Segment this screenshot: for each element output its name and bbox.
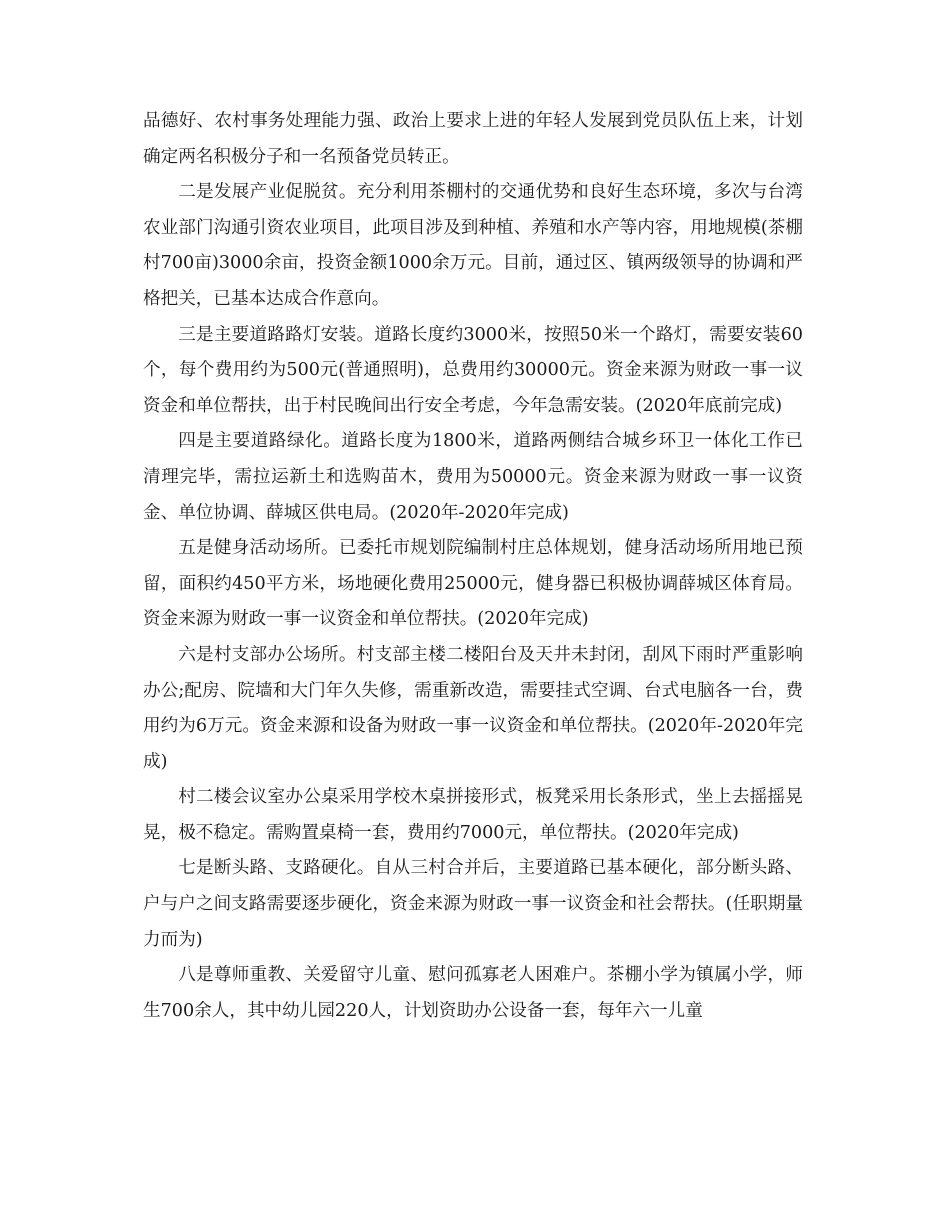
document-page bbox=[143, 104, 803, 1029]
paragraph-office: 六是村支部办公场所。村支部主楼二楼阳台及天井未封闭，刮风下雨时严重影响办公;配房、院墙和大门年久失修，需重新改造，需要挂式空调、台式电脑各一台，费用约为6万元。资金来源和设备为财政一事一议资金和单位帮扶。(2020年-2020年完成) bbox=[143, 644, 803, 772]
paragraph-greening: 四是主要道路绿化。道路长度为1800米，道路两侧结合城乡环卫一体化工作已清理完毕，需拉运新土和选购苗木，费用为50000元。资金来源为财政一事一议资金、单位协调、薛城区供电局。(2020年-2020年完成) bbox=[143, 431, 803, 523]
paragraph-industry: 二是发展产业促脱贫。充分利用茶棚村的交通优势和良好生态环境，多次与台湾农业部门沟通引资农业项目，此项目涉及到种植、养殖和水产等内容，用地规模(茶棚村700亩)3000余亩，投资金额1000余万元。目前，通过区、镇两级领导的协调和严格把关，已基本达成合作意向。 bbox=[143, 182, 803, 309]
paragraph-education: 八是尊师重教、关爱留守儿童、慰问孤寡老人困难户。茶棚小学为镇属小学，师生700余人，其中幼儿园220人，计划资助办公设备一套，每年六一儿童 bbox=[143, 965, 803, 1021]
paragraph-street-lights: 三是主要道路路灯安装。道路长度约3000米，按照50米一个路灯，需要安装60个，每个费用约为500元(普通照明)，总费用约30000元。资金来源为财政一事一议资金和单位帮扶，出于村民晚间出行安全考虑，今年急需安装。(2020年底前完成) bbox=[143, 324, 803, 416]
paragraph-meeting-room: 村二楼会议室办公桌采用学校木桌拼接形式，板凳采用长条形式，坐上去摇摇晃晃，极不稳定。需购置桌椅一套，费用约7000元，单位帮扶。(2020年完成) bbox=[143, 787, 803, 843]
paragraph-roads: 七是断头路、支路硬化。自从三村合并后，主要道路已基本硬化，部分断头路、户与户之间支路需要逐步硬化，资金来源为财政一事一议资金和社会帮扶。(任职期量力而为) bbox=[143, 858, 803, 950]
paragraph-fitness: 五是健身活动场所。已委托市规划院编制村庄总体规划，健身活动场所用地已预留，面积约450平方米，场地硬化费用25000元，健身器已积极协调薛城区体育局。资金来源为财政一事一议资金和单位帮扶。(2020年完成) bbox=[143, 538, 803, 630]
paragraph-continuation: 品德好、农村事务处理能力强、政治上要求上进的年轻人发展到党员队伍上来，计划确定两名积极分子和一名预备党员转正。 bbox=[143, 111, 803, 167]
